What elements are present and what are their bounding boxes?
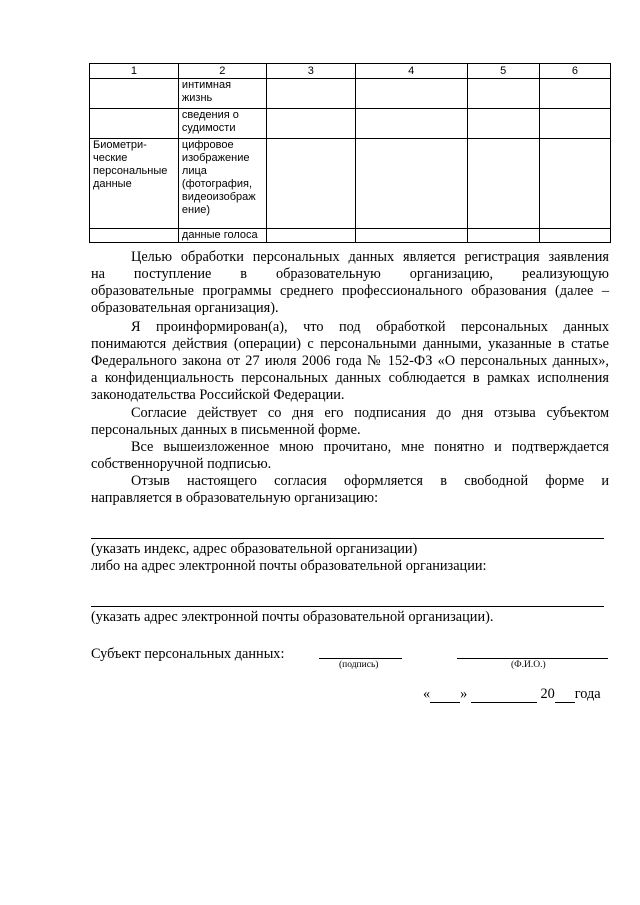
paragraph-purpose-line: Целью обработки персональных данных является регистрация заявления xyxy=(131,249,609,265)
address-hint: (указать индекс, адрес образовательной организации) xyxy=(91,541,418,557)
paragraph-informed-line: понимаются действия (операции) с персональными данными, указанные в статье xyxy=(91,336,609,352)
date-suffix: года xyxy=(574,686,601,702)
table-header-cell: 5 xyxy=(467,64,539,79)
table-header-cell: 6 xyxy=(539,64,610,79)
fio-line[interactable] xyxy=(457,658,608,659)
table-cell-category: Биометри-ческие персональные данные xyxy=(90,139,179,229)
table-header-cell: 3 xyxy=(266,64,355,79)
paragraph-validity-line: Согласие действует со дня его подписания до дня отзыва субъектом xyxy=(131,405,609,421)
paragraph-informed-line: Я проинформирован(а), что под обработкой персональных данных xyxy=(131,319,609,335)
paragraph-revocation-line: направляется в образовательную организацию: xyxy=(91,490,379,506)
paragraph-confirmation-line: Все вышеизложенное мною прочитано, мне понятно и подтверждается xyxy=(131,439,609,455)
date-year-blank[interactable] xyxy=(555,690,575,703)
table-header-cell: 2 xyxy=(178,64,266,79)
paragraph-informed-line: Федерального закона от 27 июля 2006 года № 152-ФЗ «О персональных данных», xyxy=(91,353,609,369)
date-close-quote: » xyxy=(460,686,468,702)
table-row xyxy=(90,79,611,109)
signature-hint: (подпись) xyxy=(339,660,379,670)
table-header-cell: 4 xyxy=(355,64,467,79)
email-instruction: либо на адрес электронной почты образовательной организации: xyxy=(91,558,487,574)
table-cell-item: данные голоса xyxy=(178,229,266,243)
paragraph-purpose-line: образовательная организация). xyxy=(91,300,279,316)
paragraph-validity-line: персональных данных в письменной форме. xyxy=(91,422,361,438)
table-cell-category xyxy=(90,229,179,243)
table-row xyxy=(90,109,611,139)
table-header-cell: 1 xyxy=(90,64,179,79)
table-row xyxy=(90,229,611,243)
paragraph-confirmation-line: собственноручной подписью. xyxy=(91,456,272,472)
personal-data-table xyxy=(89,63,611,243)
address-fill-line[interactable] xyxy=(91,538,604,539)
table-header-row xyxy=(90,64,611,79)
paragraph-purpose-line: на поступление в образовательную организацию, реализующую xyxy=(91,266,609,282)
paragraph-purpose-line: образовательные программы среднего профессионального образования (далее – xyxy=(91,283,609,299)
table-cell-item: сведения о судимости xyxy=(178,109,266,139)
paragraph-informed-line: а конфиденциальность персональных данных соблюдается в рамках исполнения xyxy=(91,370,609,386)
table-row xyxy=(90,139,611,229)
signature-line[interactable] xyxy=(319,658,402,659)
date-day-blank[interactable] xyxy=(430,690,460,703)
date-year-prefix: 20 xyxy=(540,686,555,702)
table-cell-item: интимная жизнь xyxy=(178,79,266,109)
fio-hint: (Ф.И.О.) xyxy=(511,660,546,670)
table-cell-category xyxy=(90,79,179,109)
subject-label: Субъект персональных данных: xyxy=(91,646,285,662)
table-cell-category xyxy=(90,109,179,139)
email-fill-line[interactable] xyxy=(91,606,604,607)
paragraph-informed-line: законодательства Российской Федерации. xyxy=(91,387,345,403)
date-month-blank[interactable] xyxy=(471,690,537,703)
email-hint: (указать адрес электронной почты образовательной организации). xyxy=(91,609,494,625)
table-cell-item: цифровое изображение лица (фотография, видеоизображ ение) xyxy=(178,139,266,229)
date-field xyxy=(423,686,601,703)
date-open-quote: « xyxy=(423,686,431,702)
paragraph-revocation-line: Отзыв настоящего согласия оформляется в свободной форме и xyxy=(131,473,609,489)
